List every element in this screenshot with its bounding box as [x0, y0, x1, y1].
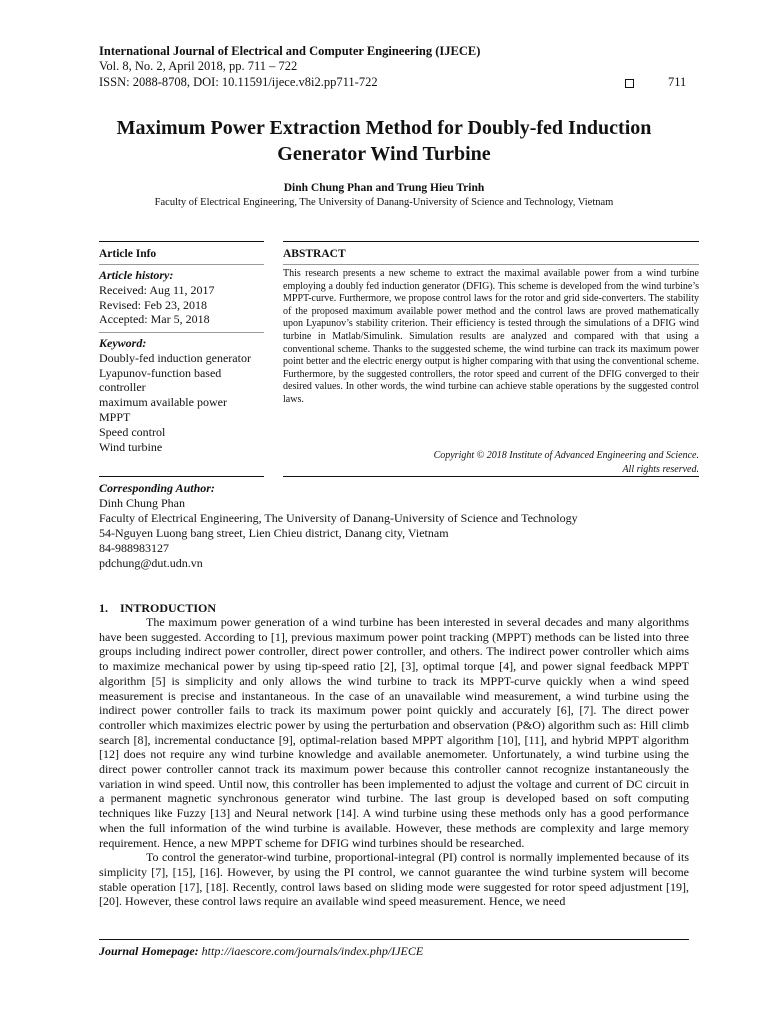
journal-issn-doi: ISSN: 2088-8708, DOI: 10.11591/ijece.v8i2.pp711-722 [99, 75, 378, 89]
divider [283, 476, 699, 477]
title-line-1: Maximum Power Extraction Method for Doubly-fed Induction [116, 117, 652, 139]
accepted-date: Accepted: Mar 5, 2018 [99, 312, 210, 327]
authors: Dinh Chung Phan and Trung Hieu Trinh [283, 182, 485, 194]
received-date: Received: Aug 11, 2017 [99, 282, 215, 297]
rights-line: All rights reserved. [622, 463, 699, 475]
divider [99, 332, 264, 333]
article-history [99, 268, 215, 327]
corresponding-author [99, 481, 578, 570]
article-info-heading: Article Info [99, 248, 157, 260]
keyword-item: maximum available power [99, 395, 227, 410]
body-paragraph: The maximum power generation of a wind turbine has been interested in several decades and many algorithms have been suggested. According to [1], previous maximum power point tracking (MPPT) methods can be listed into three groups including indirect power controller, direct power controller, and others. The indirect power controller which aims to maximize mechanical power by using tip-speed ratio [2], [3], optimal torque [4], and power signal feedback MPPT algorithm [5] is simplicity and only allows the wind turbine to track its MPPT-curve quickly when a wind speed measurement is precise and instantaneous. In the case of an unavailable wind measurement, a wind turbine using the indirect power controller fails to track its maximum power point quickly and accurately [6], [7]. The direct power controller which maximizes electric power by using the perturbation and observation (P&O) algorithm such as: Hill climb search [8], incremental conductance [9], optimal-relation based MPPT algorithm [10], [11], and hybrid MPPT algorithm [12] does not require any wind turbine knowledge and available anemometer. Unfortunately, a wind turbine using the direct power controller cannot track its maximum power because this controller cannot recognize instantaneously the variation in wind speed. Until now, this controller has been implemented to adjust the voltage and current of DC circuit in a permanent magnetic synchronous generator wind turbine. The last group is developed based on soft computing techniques like Fuzzy [13] and Neural network [14]. A wind turbine using these methods only has a good performance when the full information of the wind turbine is available. However, these methods are complexity and large memory requirement. Hence, a new MPPT scheme for DFIG wind turbines should be researched. [99, 615, 689, 850]
square-icon [625, 79, 634, 88]
title-line-2: Generator Wind Turbine [277, 143, 491, 165]
history-label: Article history: [99, 268, 174, 282]
journal-volume: Vol. 8, No. 2, April 2018, pp. 711 – 722 [99, 59, 298, 73]
body-paragraph: To control the generator-wind turbine, proportional-integral (PI) control is normally implemented because of its simplicity [7], [15], [16]. However, by using the PI control, we cannot guarantee the wind turbine system will become stable operation [17], [18]. Recently, control laws based on sliding mode were suggested for rotor speed adjustment [19], [20]. However, these control laws require an available wind speed measurement. Hence, we need [99, 850, 689, 909]
revised-date: Revised: Feb 23, 2018 [99, 297, 207, 312]
homepage-label: Journal Homepage: [99, 944, 199, 958]
keyword-item: Speed control [99, 424, 166, 439]
keyword-item: controller [99, 380, 146, 395]
homepage-link[interactable]: http://iaescore.com/journals/index.php/IJECE [201, 944, 424, 958]
journal-homepage [99, 944, 423, 959]
corresponding-label: Corresponding Author: [99, 481, 215, 495]
keyword-item: Wind turbine [99, 439, 163, 454]
copyright [283, 449, 699, 476]
author-phone: 84-988983127 [99, 540, 169, 555]
page-number: 711 [668, 75, 687, 89]
divider [99, 241, 264, 242]
abstract-body [283, 268, 699, 407]
keywords [99, 336, 251, 454]
author-faculty: Faculty of Electrical Engineering, The University of Danang-University of Science and Technology [99, 510, 578, 525]
copyright-line: Copyright © 2018 Institute of Advanced Engineering and Science. [433, 450, 699, 461]
author-address: 54-Nguyen Luong bang street, Lien Chieu district, Danang city, Vietnam [99, 525, 449, 540]
abstract-paragraph: This research presents a new scheme to extract the maximal available power from a wind turbine employing a doubly fed induction generator (DFIG). This scheme is developed from the wind turbine’s MPPT-curve. Furthermore, we propose control laws for the rotor and grid side-converters. The stability of the proposed maximum available power method and the control laws are proved mathematically upon Lyapunov’s stability criterion. Their efficiency is tested through the simulations of a DFIG wind turbine in Matlab/Simulink. Simulation results are analyzed and compared with that using a conventional scheme. Thanks to the suggested scheme, the wind turbine can track its maximum power point better and the electric energy output is higher comparing with that using the conventional scheme. Furthermore, by the suggested controllers, the rotor speed and current of the DFIG converged to their desired values. In other words, the wind turbine can achieve stable operations by the suggested control laws. [283, 268, 699, 405]
journal-name: International Journal of Electrical and Computer Engineering (IJECE) [99, 44, 481, 58]
paper-title [80, 115, 688, 167]
author-name: Dinh Chung Phan [99, 495, 186, 510]
divider [99, 264, 264, 265]
keyword-label: Keyword: [99, 336, 147, 350]
keyword-item: Doubly-fed induction generator [99, 350, 251, 365]
section-heading: 1. INTRODUCTION [99, 601, 217, 615]
divider [283, 264, 699, 265]
abstract-heading: ABSTRACT [283, 248, 346, 260]
affiliation: Faculty of Electrical Engineering, The University of Danang-University of Science and Technology, Vietnam [154, 197, 614, 208]
divider [99, 939, 689, 940]
introduction-body [99, 615, 689, 909]
author-email[interactable]: pdchung@dut.udn.vn [99, 555, 203, 570]
keyword-item: MPPT [99, 409, 131, 424]
keyword-item: Lyapunov-function based [99, 365, 222, 380]
divider [283, 241, 699, 242]
divider [99, 476, 264, 477]
